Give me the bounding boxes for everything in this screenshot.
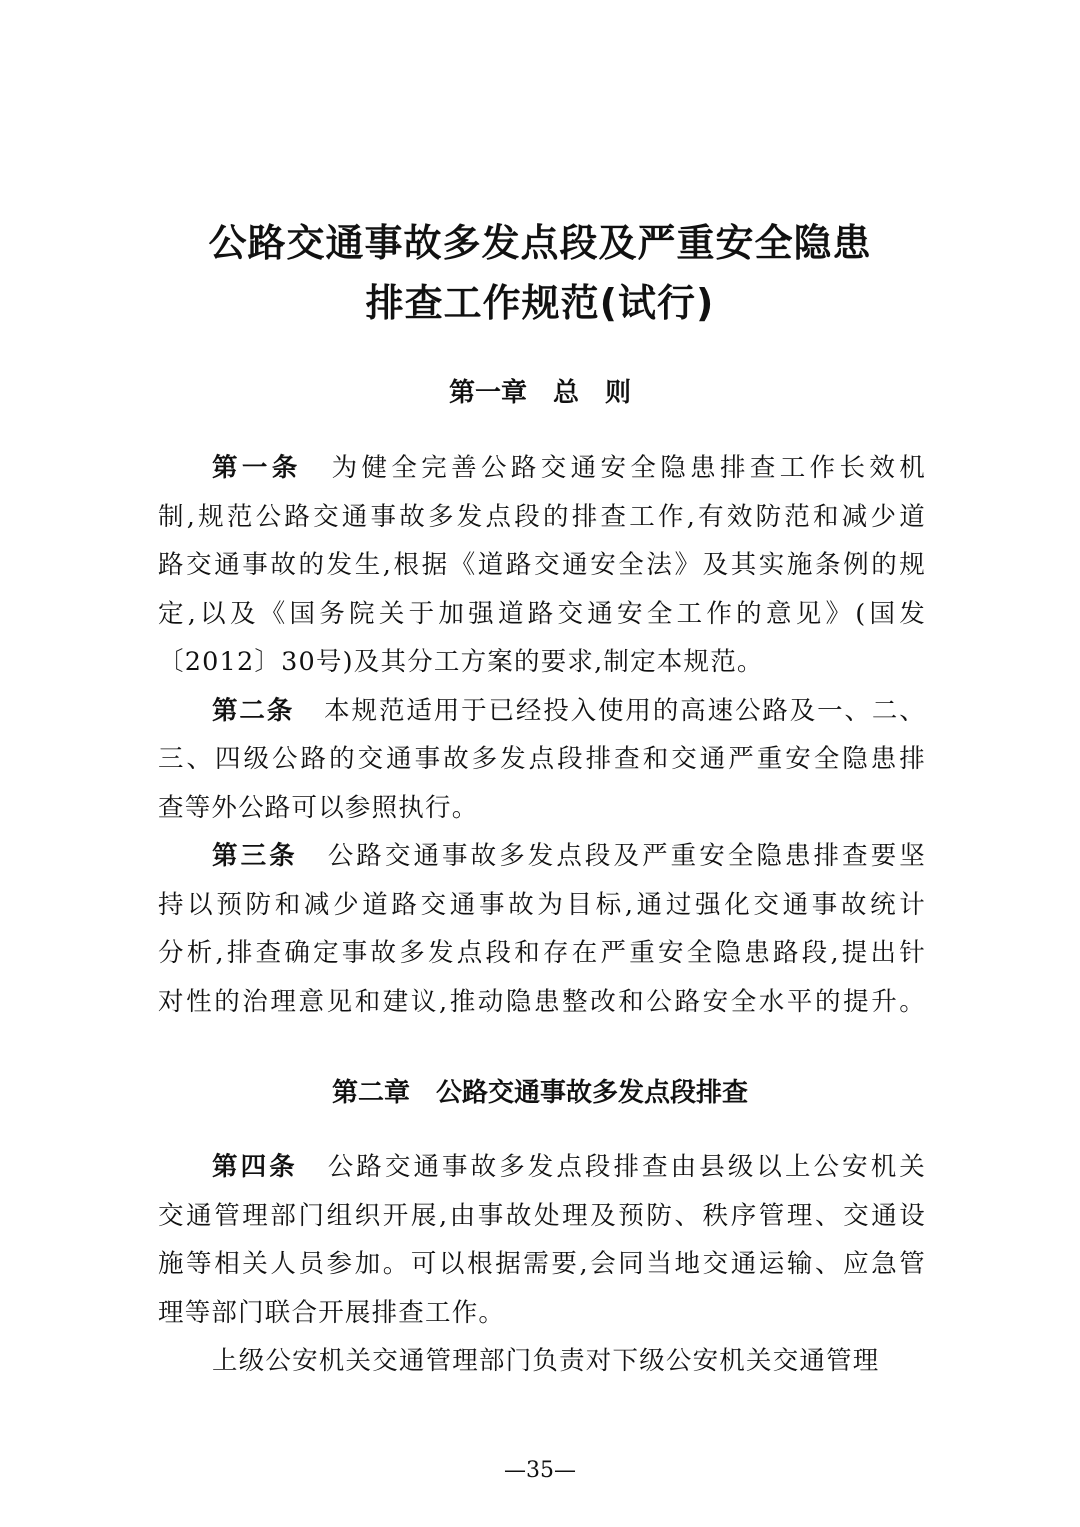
article-1-label: 第一条 (212, 453, 302, 483)
chapter-1-body (158, 444, 926, 1026)
article-4-text-1: 公路交通事故多发点段排查由县级以上公安机关 (327, 1152, 926, 1182)
article-1 (158, 444, 926, 687)
article-4-line-3: 施等相关人员参加。可以根据需要,会同当地交通运输、应急管 (158, 1249, 926, 1279)
article-1-line-3: 路交通事故的发生,根据《道路交通安全法》及其实施条例的规 (158, 550, 926, 580)
article-4 (158, 1143, 926, 1386)
article-2-line-1 (158, 687, 926, 736)
article-3-line-1 (158, 832, 926, 881)
article-3 (158, 832, 926, 1026)
article-1-line-5: 〔2012〕30号)及其分工方案的要求,制定本规范。 (158, 647, 764, 677)
article-2-line-3: 查等外公路可以参照执行。 (158, 792, 479, 823)
article-4-line-4: 理等部门联合开展排查工作。 (158, 1297, 506, 1328)
article-3-text-1: 公路交通事故多发点段及严重安全隐患排查要坚 (327, 841, 926, 871)
chapter-1-heading: 第一章 总 则 (448, 378, 631, 408)
article-1-line-2: 制,规范公路交通事故多发点段的排查工作,有效防范和减少道 (158, 501, 926, 532)
article-2-line-2: 三、四级公路的交通事故多发点段排查和交通严重安全隐患排 (158, 744, 926, 774)
page-number: —35— (504, 1458, 576, 1483)
chapter-2-body (158, 1143, 926, 1386)
article-4-label: 第四条 (212, 1152, 298, 1182)
article-2-label: 第二条 (212, 695, 295, 726)
article-4-line-1 (158, 1143, 926, 1192)
article-2-text-1: 本规范适用于已经投入使用的高速公路及一、二、 (324, 695, 926, 726)
article-3-line-4: 对性的治理意见和建议,推动隐患整改和公路安全水平的提升。 (158, 986, 926, 1017)
article-3-line-3: 分析,排查确定事故多发点段和存在严重安全隐患路段,提出针 (158, 938, 926, 968)
article-1-line-1 (158, 444, 926, 493)
article-2 (158, 687, 926, 833)
document-title-line-1: 公路交通事故多发点段及严重安全隐患 (208, 221, 872, 265)
article-1-text-1: 为健全完善公路交通安全隐患排查工作长效机 (331, 453, 926, 483)
chapter-2-heading: 第二章 公路交通事故多发点段排查 (331, 1078, 748, 1108)
article-1-line-4: 定,以及《国务院关于加强道路交通安全工作的意见》(国发 (158, 598, 926, 629)
article-4-para-2-line-1: 上级公安机关交通管理部门负责对下级公安机关交通管理 (212, 1346, 880, 1376)
document-title-line-2: 排查工作规范(试行) (365, 281, 715, 325)
article-3-label: 第三条 (212, 841, 298, 871)
article-4-line-2: 交通管理部门组织开展,由事故处理及预防、秩序管理、交通设 (158, 1200, 926, 1231)
article-3-line-2: 持以预防和减少道路交通事故为目标,通过强化交通事故统计 (158, 889, 926, 920)
